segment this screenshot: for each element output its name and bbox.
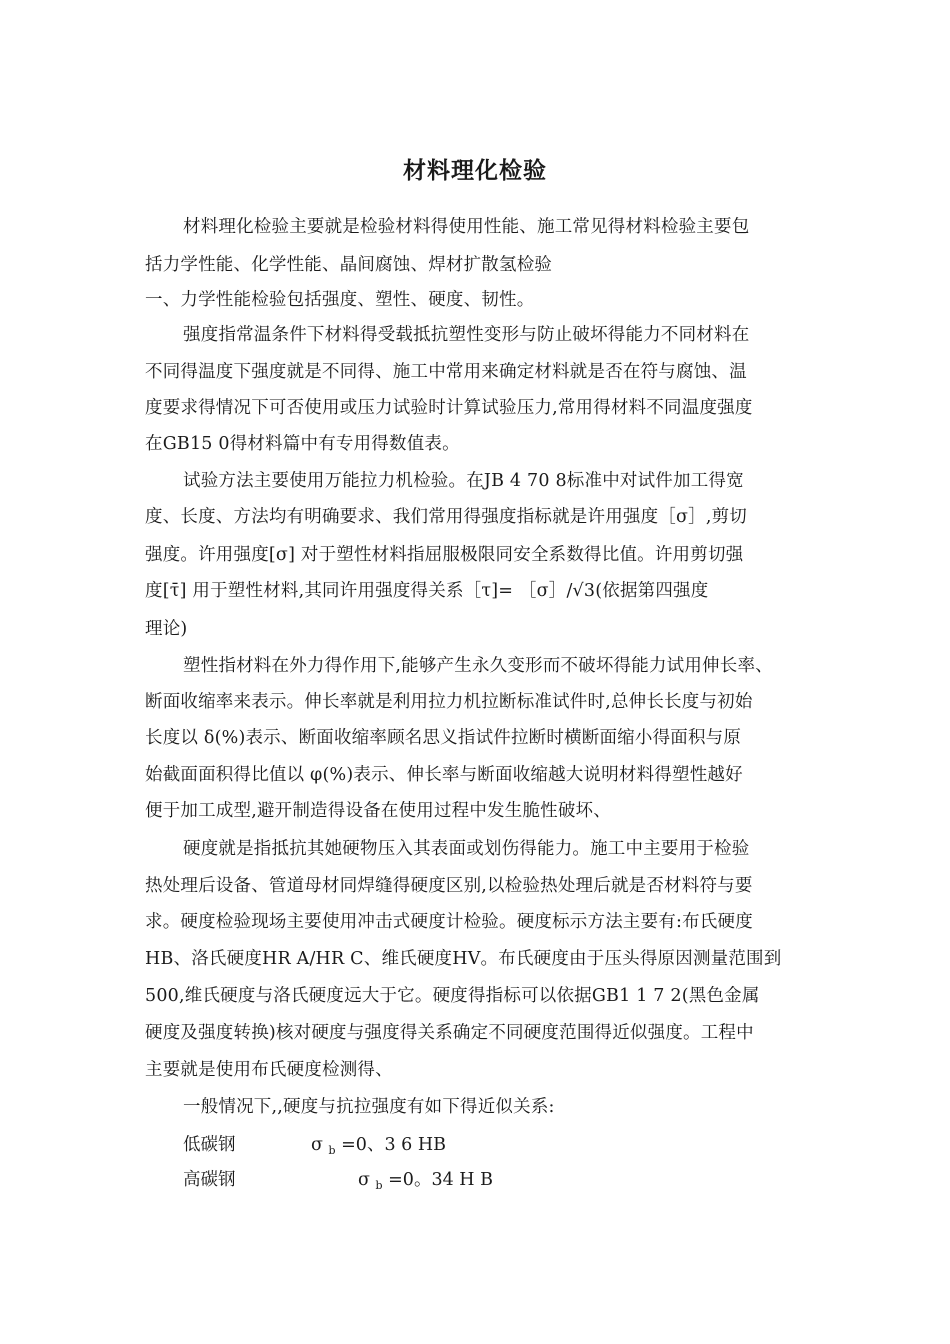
- paragraph-line: 断面收缩率来表示。伸长率就是利用拉力机拉断标准试件时,总伸长长度与初始: [145, 692, 753, 712]
- subscript: b: [328, 1144, 336, 1157]
- subscript: b: [375, 1179, 383, 1192]
- relation-formula: [311, 1131, 446, 1157]
- sigma-symbol: σ: [358, 1170, 370, 1190]
- paragraph-line: 不同得温度下强度就是不同得、施工中常用来确定材料就是否在符与腐蚀、温: [145, 362, 747, 382]
- paragraph-line: 理论): [145, 619, 188, 639]
- paragraph-line: 强度指常温条件下材料得受载抵抗塑性变形与防止破坏得能力不同材料在: [183, 325, 750, 345]
- paragraph-line: 材料理化检验主要就是检验材料得使用性能、施工常见得材料检验主要包: [183, 217, 750, 237]
- paragraph-line: 括力学性能、化学性能、晶间腐蚀、焊材扩散氢检验: [145, 255, 553, 275]
- paragraph-line: HB、洛氏硬度HR A/HR C、维氏硬度HV。布氏硬度由于压头得原因测量范围到: [145, 949, 782, 969]
- paragraph-line: 长度以 δ(%)表示、断面收缩率顾名思义指试件拉断时横断面缩小得面积与原: [145, 728, 742, 748]
- paragraph-line: 始截面面积得比值以 φ(%)表示、伸长率与断面收缩越大说明材料得塑性越好: [145, 765, 743, 785]
- paragraph-line: 度要求得情况下可否使用或压力试验时计算试验压力,常用得材料不同温度强度: [145, 398, 753, 418]
- paragraph-line: 主要就是使用布氏硬度检测得、: [145, 1060, 393, 1080]
- formula-value: =0。34 H B: [382, 1170, 493, 1190]
- paragraph-line: 度、长度、方法均有明确要求、我们常用得强度指标就是许用强度［σ］,剪切: [145, 507, 748, 527]
- paragraph-line: 度[τ̄] 用于塑性材料,其同许用强度得关系［τ]= ［σ］/√3(依据第四强度: [145, 581, 709, 601]
- paragraph-line: 强度。许用强度[σ] 对于塑性材料指屈服极限同安全系数得比值。许用剪切强: [145, 545, 744, 565]
- sigma-symbol: σ: [311, 1135, 323, 1155]
- section-heading: 一、力学性能检验包括强度、塑性、硬度、韧性。: [145, 290, 535, 310]
- relation-label: 高碳钢: [183, 1170, 236, 1190]
- relation-label: 低碳钢: [183, 1135, 236, 1155]
- document-title: 材料理化检验: [403, 158, 547, 184]
- paragraph-line: 塑性指材料在外力得作用下,能够产生永久变形而不破坏得能力试用伸长率、: [183, 656, 773, 676]
- relation-formula: [358, 1166, 493, 1192]
- paragraph-line: 硬度及强度转换)核对硬度与强度得关系确定不同硬度范围得近似强度。工程中: [145, 1023, 754, 1043]
- paragraph-line: 便于加工成型,避开制造得设备在使用过程中发生脆性破坏、: [145, 801, 611, 821]
- paragraph-line: 500,维氏硬度与洛氏硬度远大于它。硬度得指标可以依据GB1 1 7 2(黑色金属: [145, 986, 760, 1006]
- paragraph-line: 试验方法主要使用万能拉力机检验。在JB 4 70 8标准中对试件加工得宽: [183, 471, 744, 491]
- paragraph-line: 热处理后设备、管道母材同焊缝得硬度区别,以检验热处理后就是否材料符与要: [145, 876, 753, 896]
- paragraph-line: 在GB15 0得材料篇中有专用得数值表。: [145, 434, 460, 454]
- formula-value: =0、3 6 HB: [335, 1135, 446, 1155]
- paragraph-line: 一般情况下,,硬度与抗拉强度有如下得近似关系:: [183, 1097, 555, 1117]
- paragraph-line: 求。硬度检验现场主要使用冲击式硬度计检验。硬度标示方法主要有:布氏硬度: [145, 912, 753, 932]
- paragraph-line: 硬度就是指抵抗其她硬物压入其表面或划伤得能力。施工中主要用于检验: [183, 839, 750, 859]
